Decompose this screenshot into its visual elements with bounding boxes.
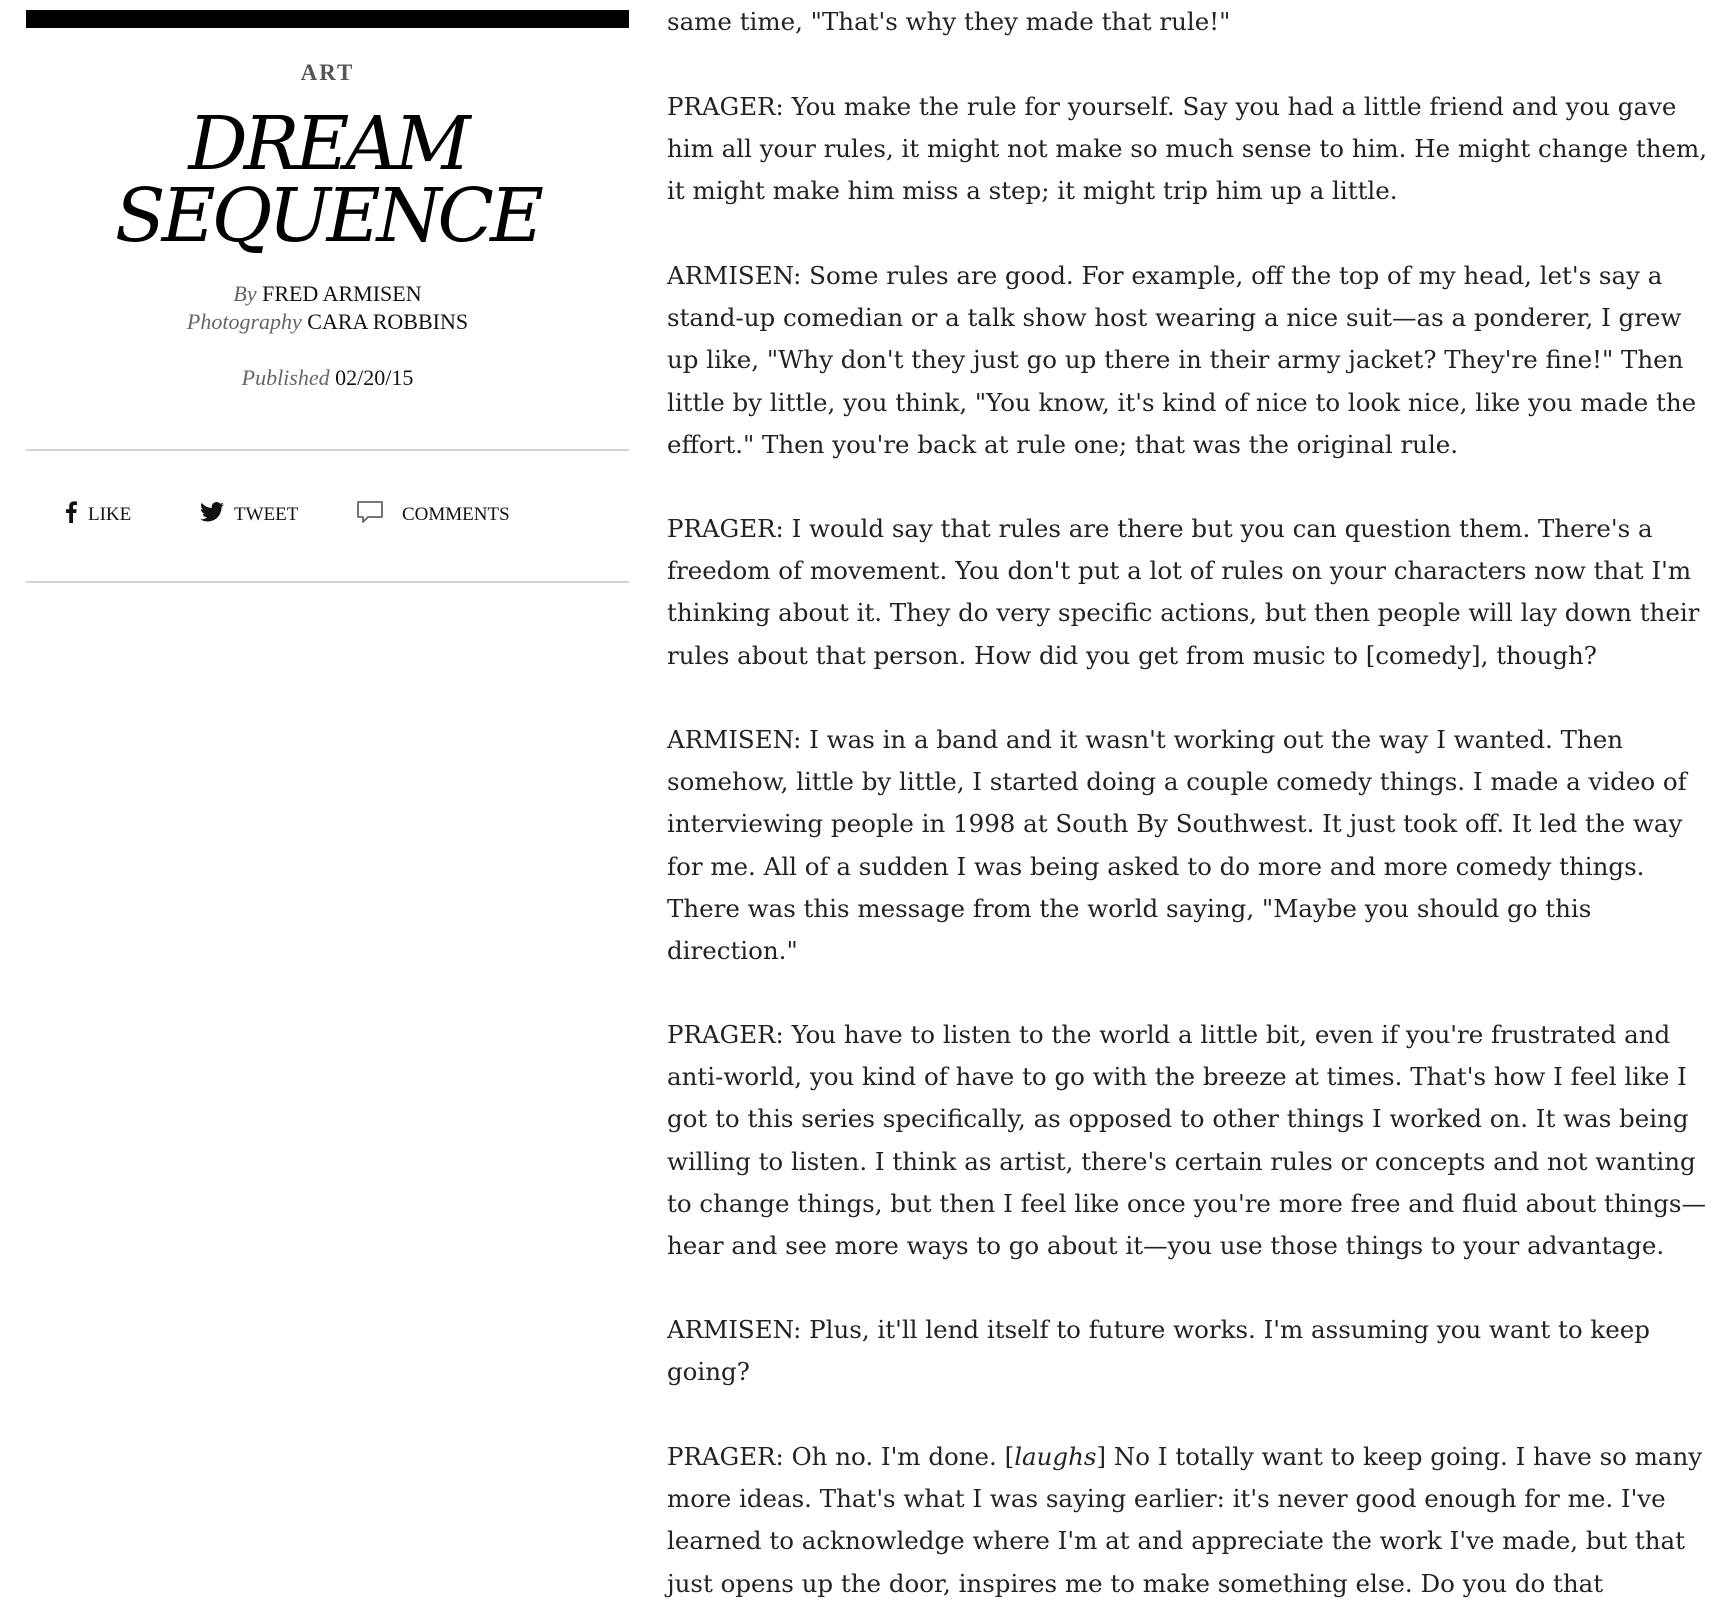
tweet-label: TWEET	[234, 504, 299, 525]
divider-top	[26, 449, 629, 451]
divider-bottom	[26, 581, 629, 583]
tweet-button[interactable]	[200, 500, 298, 530]
like-label: LIKE	[88, 504, 132, 525]
photographer-name: CARA ROBBINS	[307, 309, 469, 334]
facebook-icon	[64, 501, 78, 529]
paragraph: ARMISEN: Plus, it'll lend itself to future works. I'm assuming you want to keep going?	[667, 1315, 1650, 1387]
paragraph: same time, "That's why they made that rule!"	[667, 7, 1231, 36]
comments-label: COMMENTS	[402, 504, 510, 525]
comments-button[interactable]	[356, 500, 510, 530]
like-button[interactable]	[64, 500, 131, 530]
credits	[26, 280, 629, 336]
stage-direction: laughs	[1014, 1442, 1097, 1471]
category-label[interactable]: ART	[300, 60, 355, 85]
published-label: Published	[241, 365, 330, 390]
share-bar	[26, 500, 629, 530]
paragraph	[667, 1436, 1712, 1605]
photographer-line	[26, 308, 629, 336]
paragraph: PRAGER: I would say that rules are there but you can question them. There's a freedom of movement. You don't put a lot of rules on your characters now that I'm thinking about it. They do very specific actions, but then people will lay down their rules about that person. How did you get from music to [comedy], though?	[667, 514, 1700, 670]
paragraph: ARMISEN: Some rules are good. For example, off the top of my head, let's say a stand-up comedian or a talk show host wearing a nice suit—as a ponderer, I grew up like, "Why don't they just go up there in their army jacket? They're fine!" Then little by little, you think, "You know, it's kind of nice to look nice, like you made the effort." Then you're back at rule one; that was the original rule.	[667, 261, 1697, 459]
twitter-icon	[200, 502, 224, 528]
author-name[interactable]: FRED ARMISEN	[262, 281, 422, 306]
title-line-2: SEQUENCE	[114, 173, 541, 259]
paragraph-text: PRAGER: Oh no. I'm done. [	[667, 1442, 1015, 1471]
author-line	[26, 280, 629, 308]
title-line-1: DREAM	[188, 101, 467, 187]
published-line	[26, 364, 629, 392]
paragraph-text: ] No I totally want to keep going. I have so many more ideas. That's what I was saying earlier: it's never good enough for me. I've learned to acknowledge where I'm at and appreciate the work I've made, but that just opens up the door, inspires me to make something else. Do you do that	[667, 1442, 1703, 1598]
top-black-bar	[26, 10, 629, 28]
photography-label: Photography	[186, 309, 302, 334]
comment-bubble-icon	[356, 500, 384, 530]
article-title	[26, 101, 629, 259]
published-date: 02/20/15	[335, 365, 414, 390]
paragraph: ARMISEN: I was in a band and it wasn't working out the way I wanted. Then somehow, little by little, I started doing a couple comedy things. I made a video of interviewing people in 1998 at South By Southwest. It just took off. It led the way for me. All of a sudden I was being asked to do more and more comedy things. There was this message from the world saying, "Maybe you should go this direction."	[667, 725, 1687, 966]
paragraph: PRAGER: You make the rule for yourself. Say you had a little friend and you gave him all your rules, it might not make so much sense to him. He might change them, it might make him miss a step; it might trip him up a little.	[667, 92, 1708, 206]
by-label: By	[233, 281, 257, 306]
paragraph: PRAGER: You have to listen to the world a little bit, even if you're frustrated and anti-world, you kind of have to go with the breeze at times. That's how I feel like I got to this series specifically, as opposed to other things I worked on. It was being willing to listen. I think as artist, there's certain rules or concepts and not wanting to change things, but then I feel like once you're more free and fluid about things—hear and see more ways to go about it—you use those things to your advantage.	[667, 1020, 1706, 1261]
